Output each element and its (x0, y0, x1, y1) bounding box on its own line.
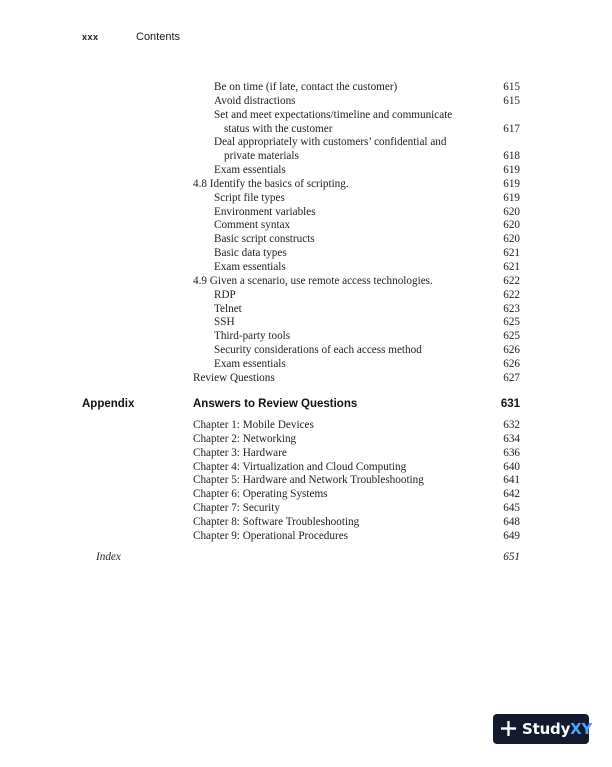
toc-entry-page: 620 (503, 219, 520, 232)
toc-row[interactable] (0, 344, 612, 358)
toc-row[interactable] (0, 447, 612, 461)
toc-entry-title: Chapter 9: Operational Procedures (193, 529, 349, 542)
toc-row[interactable] (0, 275, 612, 289)
toc-row[interactable] (0, 330, 612, 344)
appendix-label: Appendix (82, 398, 135, 410)
toc-row[interactable] (0, 461, 612, 475)
toc-entry-page: 615 (503, 81, 520, 93)
toc-entry-page: 626 (503, 357, 520, 370)
toc-entry-title: Environment variables (214, 205, 316, 218)
toc-entry-page: 636 (503, 446, 520, 459)
toc-entry-title: Chapter 8: Software Troubleshooting (193, 515, 360, 528)
appendix-heading[interactable] (0, 398, 612, 414)
toc-entry-page: 626 (503, 344, 520, 357)
toc-entry-page: 621 (503, 260, 520, 273)
toc-entry-page: 642 (503, 488, 520, 501)
toc-entry-page: 622 (503, 274, 520, 287)
toc-entry-title: Comment syntax (214, 219, 291, 232)
toc-entry-title: Exam essentials (214, 164, 286, 177)
toc-row[interactable] (0, 247, 612, 261)
brand-text (522, 720, 592, 738)
toc-row[interactable] (0, 316, 612, 330)
toc-entry-title: Basic data types (214, 247, 287, 260)
index-page: 651 (503, 551, 520, 563)
toc-entry-title: Third-party tools (214, 330, 291, 343)
toc-row[interactable] (0, 206, 612, 220)
toc-row[interactable] (0, 178, 612, 192)
studyxy-logo (493, 714, 593, 744)
toc-entry-title: Be on time (if late, contact the customer) (214, 81, 398, 93)
toc-entry-page: 617 (503, 122, 520, 135)
toc-row[interactable] (0, 81, 612, 95)
toc-entry-page: 618 (503, 150, 520, 163)
toc-entry-page: 625 (503, 330, 520, 343)
toc-entry-page: 645 (503, 502, 520, 515)
toc-entry-page: 634 (503, 432, 520, 445)
toc-row[interactable] (0, 488, 612, 502)
toc-entry-title: 4.9 Given a scenario, use remote access technologies. (193, 274, 433, 287)
toc-entry-title: Chapter 3: Hardware (193, 446, 287, 459)
toc-row[interactable] (0, 433, 612, 447)
toc-row[interactable] (0, 419, 612, 433)
toc-row[interactable] (0, 164, 612, 178)
toc-row[interactable] (0, 95, 612, 109)
toc-entry-page: 620 (503, 233, 520, 246)
toc-entry-page: 632 (503, 419, 520, 431)
toc-entry-title: RDP (214, 288, 236, 301)
appendix-chapter-list (0, 419, 612, 544)
toc-row[interactable] (0, 192, 612, 206)
toc-row[interactable] (0, 109, 612, 123)
toc-row[interactable] (0, 136, 612, 150)
appendix-title: Answers to Review Questions (193, 398, 358, 410)
toc-row[interactable] (0, 261, 612, 275)
toc-row[interactable] (0, 289, 612, 303)
appendix-page: 631 (500, 398, 520, 410)
toc-entry-title: Chapter 5: Hardware and Network Troubleshooting (193, 474, 424, 487)
plus-icon (500, 720, 517, 737)
toc-entry-title: Exam essentials (214, 357, 286, 370)
toc-row[interactable] (0, 219, 612, 233)
toc-entry-page: 640 (503, 460, 520, 473)
toc-entry-title: SSH (214, 316, 235, 329)
toc-entry-page: 649 (503, 529, 520, 542)
page-number-roman: xxx (82, 32, 99, 42)
toc-entry-title: Deal appropriately with customers’ confidential and (214, 136, 447, 149)
running-header (82, 31, 181, 43)
toc-entry-title: Chapter 7: Security (193, 502, 280, 515)
toc-entry-title: 4.8 Identify the basics of scripting. (193, 177, 349, 190)
toc-entry-page: 622 (503, 288, 520, 301)
toc-entry-title: Security considerations of each access method (214, 344, 422, 357)
toc-row[interactable] (0, 502, 612, 516)
toc-entry-page: 620 (503, 205, 520, 218)
toc-row[interactable] (0, 123, 612, 137)
toc-entry-title: status with the customer (224, 122, 333, 135)
index-label: Index (96, 551, 121, 563)
toc-row[interactable] (0, 474, 612, 488)
toc-row[interactable] (0, 372, 612, 386)
toc-entry-page: 641 (503, 474, 520, 487)
toc-entry-page: 621 (503, 247, 520, 260)
toc-entry-page: 623 (503, 302, 520, 315)
toc-entry-title: Script file types (214, 191, 285, 204)
toc-row[interactable] (0, 516, 612, 530)
toc-entry-page: 627 (503, 371, 520, 384)
running-header-title: Contents (136, 31, 181, 43)
toc-entry-title: Chapter 2: Networking (193, 432, 297, 445)
toc-entry-page: 619 (503, 164, 520, 177)
brand-part-2: XY (570, 720, 593, 738)
toc-row[interactable] (0, 303, 612, 317)
toc-entry-title: private materials (224, 150, 299, 163)
toc-entry-title: Exam essentials (214, 260, 286, 273)
toc-entry-title: Telnet (214, 302, 242, 315)
toc-entry-page: 619 (503, 177, 520, 190)
toc-entry-title: Basic script constructs (214, 233, 315, 246)
toc-row[interactable] (0, 358, 612, 372)
toc-entry-page: 648 (503, 515, 520, 528)
brand-part-1: Study (522, 720, 571, 738)
toc-entry-page: 615 (503, 94, 520, 107)
toc-entry-page: 619 (503, 191, 520, 204)
toc-list (0, 81, 612, 386)
toc-row[interactable] (0, 233, 612, 247)
toc-entry-title: Chapter 6: Operating Systems (193, 488, 328, 501)
toc-entry-page: 625 (503, 316, 520, 329)
toc-entry-title: Chapter 1: Mobile Devices (193, 419, 314, 431)
toc-entry-title: Avoid distractions (214, 94, 296, 107)
toc-row[interactable] (0, 530, 612, 544)
toc-entry-title: Chapter 4: Virtualization and Cloud Computing (193, 460, 407, 473)
toc-row[interactable] (0, 150, 612, 164)
toc-entry-title: Set and meet expectations/timeline and communicate (214, 108, 453, 121)
toc-entry-title: Review Questions (193, 371, 275, 384)
